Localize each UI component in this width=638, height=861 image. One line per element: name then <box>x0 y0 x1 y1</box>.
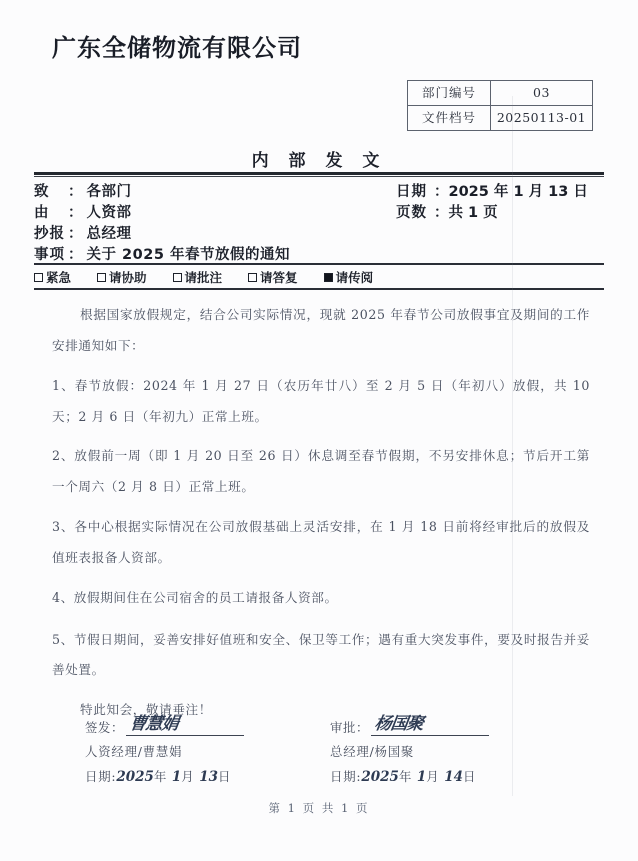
table-row <box>408 106 593 131</box>
subject-colon: ： <box>68 247 83 263</box>
company-name: 广东全储物流有限公司 <box>52 34 302 62</box>
issuer-signature-block <box>85 712 244 785</box>
checkbox-label-circulate: 请传阅 <box>335 270 374 285</box>
checkbox-annotate[interactable] <box>173 268 223 286</box>
meta-pages <box>396 201 498 222</box>
approver-date-year: 2025 <box>361 769 399 785</box>
department-number-label: 部门编号 <box>408 81 491 106</box>
subject-value: 关于 2025 年春节放假的通知 <box>86 247 290 263</box>
meta-line-subject <box>34 243 604 264</box>
from-colon: ： <box>68 205 83 221</box>
to-colon: ： <box>68 184 83 200</box>
checkbox-label-urgent: 紧急 <box>46 270 72 285</box>
checkbox-box-reply[interactable] <box>248 273 257 282</box>
title-divider <box>34 172 604 177</box>
document-body <box>52 300 590 735</box>
issuer-signature-line[interactable] <box>126 715 244 736</box>
file-number-value: 20250113-01 <box>491 106 593 131</box>
scan-artifact <box>512 96 513 796</box>
checkbox-box-urgent[interactable] <box>34 273 43 282</box>
checkbox-box-annotate[interactable] <box>173 273 182 282</box>
to-value: 各部门 <box>86 184 132 200</box>
to-label: 致 <box>34 184 50 200</box>
checkbox-urgent[interactable] <box>34 268 71 286</box>
approver-signature-row <box>330 712 489 736</box>
issuer-date-month: 1 <box>171 769 182 785</box>
approver-handwritten-signature: 杨国聚 <box>373 714 425 734</box>
letterhead <box>0 28 638 80</box>
issuer-date-day: 13 <box>199 769 219 785</box>
issuer-date-day-suffix: 日 <box>218 769 232 784</box>
body-paragraph-item-5: 5、节假日期间，妥善安排好值班和安全、保卫等工作；遇有重大突发事件，要及时报告并妥善处置。 <box>52 631 590 678</box>
approver-date-year-suffix: 年 <box>398 769 413 784</box>
issuer-date-month-suffix: 月 <box>181 769 195 784</box>
signature-area <box>52 712 590 792</box>
issuer-date-year: 2025 <box>116 769 154 785</box>
department-number-value: 03 <box>491 81 593 106</box>
issuer-handwritten-signature: 曹慧娟 <box>128 714 180 734</box>
document-info-table <box>407 80 593 131</box>
body-paragraph-item-2: 2、放假前一周（即 1 月 20 日至 26 日）休息调至春节假期，不另安排休息；节后开工第一个周六（2 月 8 日）正常上班。 <box>52 448 590 495</box>
page-title: 内 部 发 文 <box>251 151 387 171</box>
checks-divider-top <box>34 263 604 265</box>
document-meta <box>34 180 604 264</box>
meta-line-from <box>34 201 604 222</box>
checkbox-reply[interactable] <box>248 268 298 286</box>
body-paragraph-item-1: 1、春节放假：2024 年 1 月 27 日（农历年廿八）至 2 月 5 日（年初八）放假，共 10 天；2 月 6 日（年初九）正常上班。 <box>52 377 590 424</box>
approver-date-month-suffix: 月 <box>426 769 440 784</box>
date-colon: ： <box>434 184 449 200</box>
approver-date <box>330 767 489 785</box>
approver-date-day-suffix: 日 <box>463 769 477 784</box>
checks-divider-bottom <box>34 288 604 290</box>
subject-label: 事项 <box>34 247 65 263</box>
from-value: 人资部 <box>86 205 132 221</box>
cc-colon: ： <box>68 226 83 242</box>
checkbox-label-reply: 请答复 <box>260 270 298 285</box>
body-paragraph-item-4: 4、放假期间住在公司宿舍的员工请报备人资部。 <box>52 589 338 605</box>
approver-label: 审批： <box>330 720 369 735</box>
meta-line-cc <box>34 222 604 243</box>
pages-value: 共 1 页 <box>448 205 498 221</box>
checkbox-circulate[interactable] <box>324 268 374 286</box>
action-checkbox-row <box>34 266 604 288</box>
checkbox-box-circulate[interactable] <box>324 273 333 282</box>
issuer-date-year-suffix: 年 <box>153 769 168 784</box>
pages-label: 页数 <box>396 205 427 221</box>
checkbox-label-annotate: 请批注 <box>184 270 223 285</box>
file-number-label: 文件档号 <box>408 106 491 131</box>
checkbox-assist[interactable] <box>97 268 147 286</box>
issuer-date <box>85 767 244 785</box>
meta-line-to <box>34 180 604 201</box>
approver-date-label: 日期: <box>330 769 362 784</box>
approver-signature-line[interactable] <box>371 715 489 736</box>
cc-label: 抄报 <box>34 226 65 242</box>
from-label: 由 <box>34 205 50 221</box>
approver-date-month: 1 <box>416 769 427 785</box>
approver-date-day: 14 <box>444 769 464 785</box>
body-paragraph-intro: 根据国家放假规定，结合公司实际情况，现就 2025 年春节公司放假事宜及期间的工作安排通知如下： <box>52 307 590 353</box>
page-footer: 第 1 页 共 1 页 <box>268 801 370 815</box>
cc-value: 总经理 <box>86 226 132 242</box>
issuer-role: 人资经理/曹慧娟 <box>85 744 183 759</box>
issuer-label: 签发： <box>85 720 124 735</box>
meta-date <box>396 180 588 201</box>
pages-colon: ： <box>434 205 449 221</box>
checkbox-box-assist[interactable] <box>97 273 106 282</box>
body-paragraph-item-3: 3、各中心根据实际情况在公司放假基础上灵活安排，在 1 月 18 日前将经审批后的放假及值班表报备人资部。 <box>52 519 590 565</box>
approver-role: 总经理/杨国聚 <box>330 744 415 759</box>
issuer-signature-row <box>85 712 244 736</box>
checkbox-label-assist: 请协助 <box>109 270 147 285</box>
issuer-date-label: 日期: <box>85 769 117 784</box>
date-label: 日期 <box>396 184 427 200</box>
table-row <box>408 81 593 106</box>
body-paragraph-closing: 特此知会，敬请垂注！ <box>80 702 212 718</box>
date-value: 2025 年 1 月 13 日 <box>448 184 588 200</box>
approver-signature-block <box>330 712 489 785</box>
